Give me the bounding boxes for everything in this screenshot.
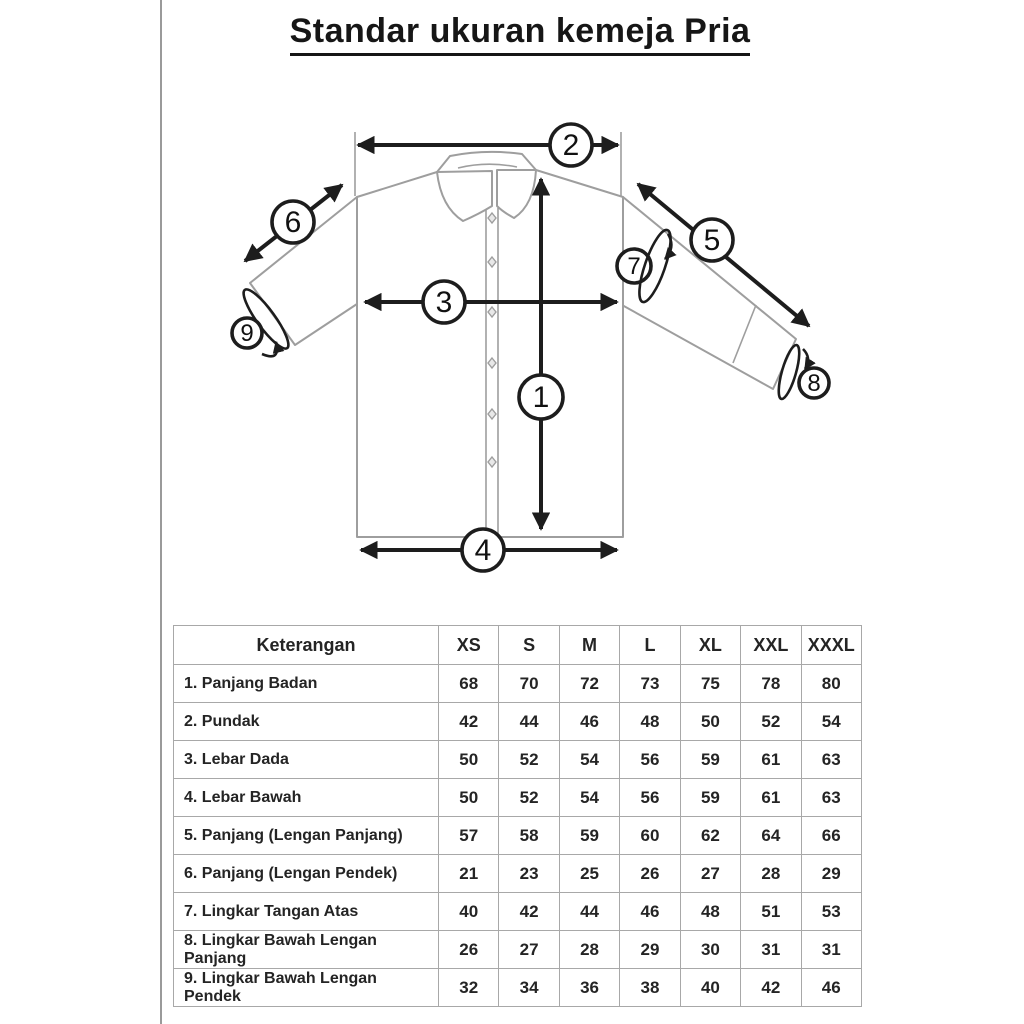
col-header-xl: XL (680, 626, 740, 665)
svg-text:8: 8 (807, 370, 821, 397)
svg-text:3: 3 (435, 286, 453, 319)
size-value: 48 (680, 893, 740, 931)
size-value: 59 (680, 779, 740, 817)
size-value: 29 (801, 855, 861, 893)
row-label: 9. Lingkar Bawah Lengan Pendek (174, 969, 439, 1007)
size-value: 31 (801, 931, 861, 969)
table-row (174, 817, 862, 855)
size-value: 62 (680, 817, 740, 855)
marker-7 (617, 249, 651, 283)
size-value: 40 (439, 893, 499, 931)
size-value: 40 (680, 969, 740, 1007)
size-value: 73 (620, 665, 680, 703)
size-value: 27 (499, 931, 559, 969)
size-value: 34 (499, 969, 559, 1007)
size-value: 50 (439, 779, 499, 817)
svg-text:7: 7 (627, 253, 641, 280)
marker-8 (799, 368, 829, 398)
size-value: 44 (499, 703, 559, 741)
col-header-xs: XS (439, 626, 499, 665)
svg-text:9: 9 (240, 320, 254, 347)
row-label: 2. Pundak (174, 703, 439, 741)
size-value: 54 (559, 741, 619, 779)
size-value: 78 (741, 665, 801, 703)
size-value: 44 (559, 893, 619, 931)
size-value: 27 (680, 855, 740, 893)
size-value: 52 (499, 779, 559, 817)
row-label: 1. Panjang Badan (174, 665, 439, 703)
marker-1 (519, 375, 563, 419)
size-value: 70 (499, 665, 559, 703)
size-value: 59 (680, 741, 740, 779)
table-row (174, 665, 862, 703)
size-value: 26 (439, 931, 499, 969)
size-value: 66 (801, 817, 861, 855)
row-label: 4. Lebar Bawah (174, 779, 439, 817)
size-value: 52 (499, 741, 559, 779)
size-value: 26 (620, 855, 680, 893)
marker-4 (462, 529, 504, 571)
size-value: 61 (741, 741, 801, 779)
size-value: 46 (559, 703, 619, 741)
size-value: 56 (620, 779, 680, 817)
size-value: 48 (620, 703, 680, 741)
table-row (174, 741, 862, 779)
size-value: 31 (741, 931, 801, 969)
shirt-outline (250, 152, 796, 537)
table-row (174, 855, 862, 893)
size-value: 50 (680, 703, 740, 741)
size-value: 56 (620, 741, 680, 779)
size-value: 80 (801, 665, 861, 703)
svg-text:5: 5 (703, 224, 721, 257)
col-header-l: L (620, 626, 680, 665)
size-value: 52 (741, 703, 801, 741)
size-value: 42 (741, 969, 801, 1007)
size-value: 38 (620, 969, 680, 1007)
col-header-s: S (499, 626, 559, 665)
table-row (174, 969, 862, 1007)
table-row (174, 931, 862, 969)
size-value: 57 (439, 817, 499, 855)
size-value: 46 (620, 893, 680, 931)
page-title: Standar ukuran kemeja Pria (162, 12, 878, 51)
table-header-row (174, 626, 862, 665)
size-value: 46 (801, 969, 861, 1007)
svg-text:6: 6 (284, 206, 302, 239)
size-value: 32 (439, 969, 499, 1007)
svg-text:4: 4 (474, 534, 492, 567)
size-value: 42 (499, 893, 559, 931)
row-label: 7. Lingkar Tangan Atas (174, 893, 439, 931)
size-value: 60 (620, 817, 680, 855)
size-value: 51 (741, 893, 801, 931)
size-value: 28 (741, 855, 801, 893)
size-value: 54 (801, 703, 861, 741)
size-value: 63 (801, 779, 861, 817)
table-row (174, 703, 862, 741)
size-value: 29 (620, 931, 680, 969)
size-value: 64 (741, 817, 801, 855)
col-header-xxl: XXL (741, 626, 801, 665)
row-label: 8. Lingkar Bawah Lengan Panjang (174, 931, 439, 969)
size-value: 63 (801, 741, 861, 779)
size-value: 75 (680, 665, 740, 703)
size-value: 72 (559, 665, 619, 703)
size-value: 54 (559, 779, 619, 817)
col-header-xxxl: XXXL (801, 626, 861, 665)
row-label: 5. Panjang (Lengan Panjang) (174, 817, 439, 855)
marker-2 (550, 124, 592, 166)
size-value: 21 (439, 855, 499, 893)
svg-text:1: 1 (532, 381, 550, 414)
row-label: 3. Lebar Dada (174, 741, 439, 779)
row-label: 6. Panjang (Lengan Pendek) (174, 855, 439, 893)
size-value: 68 (439, 665, 499, 703)
size-value: 25 (559, 855, 619, 893)
size-value: 36 (559, 969, 619, 1007)
marker-3 (423, 281, 465, 323)
size-value: 30 (680, 931, 740, 969)
size-value: 23 (499, 855, 559, 893)
marker-6 (272, 201, 314, 243)
size-value: 53 (801, 893, 861, 931)
size-value: 59 (559, 817, 619, 855)
size-value: 61 (741, 779, 801, 817)
size-value: 50 (439, 741, 499, 779)
size-value: 42 (439, 703, 499, 741)
size-value: 58 (499, 817, 559, 855)
size-table (173, 625, 862, 1007)
table-row (174, 779, 862, 817)
table-row (174, 893, 862, 931)
col-header-keterangan: Keterangan (174, 626, 439, 665)
size-value: 28 (559, 931, 619, 969)
svg-text:2: 2 (562, 129, 580, 162)
col-header-m: M (559, 626, 619, 665)
marker-5 (691, 219, 733, 261)
